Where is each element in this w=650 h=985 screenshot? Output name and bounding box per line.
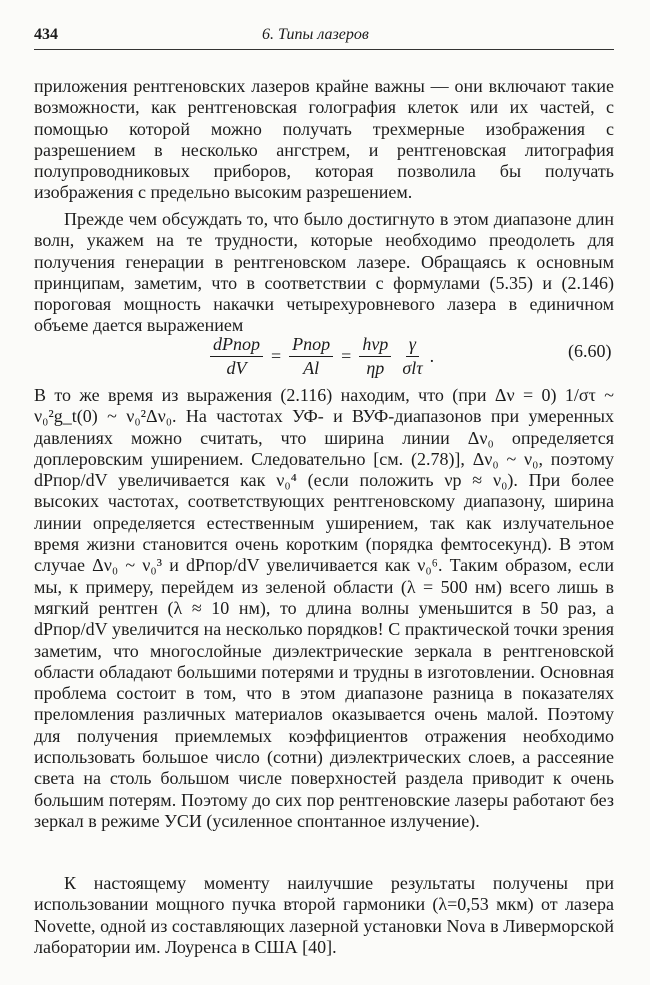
fraction-denominator: Al <box>303 357 320 378</box>
header-rule <box>34 49 614 50</box>
page-header <box>34 22 614 48</box>
page-number: 434 <box>34 26 58 43</box>
fraction-denominator: dV <box>226 357 247 378</box>
equation-number: (6.60) <box>568 341 612 361</box>
fraction-numerator: Pпор <box>289 334 333 357</box>
fraction-denominator: σlτ <box>402 357 423 378</box>
equation-period: . <box>429 345 435 366</box>
running-title: 6. Типы лазеров <box>262 26 369 43</box>
paragraph-4: К настоящему моменту наилучшие результаты получены при использовании мощного пучка второй гармоники (λ=0,53 мкм) от лазера Novette, одной из составляющих лазерной установки Nova в Ливерморской лаборатории им. Лоуренса в США [40]. <box>34 873 614 957</box>
fraction-numerator: γ <box>406 334 419 357</box>
fraction-gamma-sigma <box>399 334 425 379</box>
fraction-hv-eta <box>359 334 391 379</box>
equals-sign: = <box>271 345 282 366</box>
fraction-dp-dv <box>210 334 263 379</box>
paragraph-1: приложения рентгеновских лазеров крайне важны — они включают такие возможности, как рентгеновская голография клеток или их частей, с помощью которой можно получать трехмерные изображения с разрешением в несколько ангстрем, и рентгеновская литография полупроводниковых приборов, которая позволила бы получать изображения с предельно высоким разрешением. <box>34 76 614 203</box>
equals-sign: = <box>341 345 352 366</box>
paragraph-2: Прежде чем обсуждать то, что было достигнуто в этом диапазоне длин волн, укажем на те трудности, которые необходимо преодолеть для получения генерации в рентгеновском лазере. Обращаясь к основным принципам, заметим, что в соответствии с формулами (5.35) и (2.146) пороговая мощность накачки четырехуровневого лазера в единичном объеме дается выражением <box>34 209 614 336</box>
fraction-p-al <box>289 334 333 379</box>
fraction-numerator: dPпор <box>210 334 263 357</box>
fraction-denominator: ηp <box>366 357 385 378</box>
fraction-numerator: hνp <box>359 334 391 357</box>
paragraph-3: В то же время из выражения (2.116) находим, что (при Δν = 0) 1/στ ~ ν₀²g_t(0) ~ ν₀²Δν₀. На частотах УФ- и ВУФ-диапазонов при умеренных давлениях можно считать, что ширина линии Δν₀ определяется доплеровским уширением. Следовательно [см. (2.78)], Δν₀ ~ ν₀, поэтому dPпор/dV увеличивается как ν₀⁴ (если положить νp ≈ ν₀). При более высоких частотах, соответствующих рентгеновскому диапазону, ширина линии определяется естественным уширением, так как излучательное время жизни становится очень коротким (порядка фемтосекунд). В этом случае Δν₀ ~ ν₀³ и dPпор/dV увеличивается как ν₀⁶. Таким образом, если мы, к примеру, перейдем из зеленой области (λ = 500 нм) всего лишь в мягкий рентген (λ ≈ 10 нм), то длина волны уменьшится в 50 раз, а dPпор/dV увеличится на несколько порядков! С практической точки зрения заметим, что многослойные диэлектрические зеркала в рентгеновской области обладают большими потерями и трудны в изготовлении. Основная проблема состоит в том, что в этом диапазоне разница в показателях преломления различных материалов оказывается очень малой. Поэтому для получения приемлемых коэффициентов отражения необходимо использовать большое число (сотни) диэлектрических слоев, а рассеяние света на столь большом числе поверхностей раздела приводит к очень большим потерям. Поэтому до сих пор рентгеновские лазеры работают без зеркал в режиме УСИ (усиленное спонтанное излучение). <box>34 385 614 831</box>
equation-6-60 <box>206 331 434 381</box>
